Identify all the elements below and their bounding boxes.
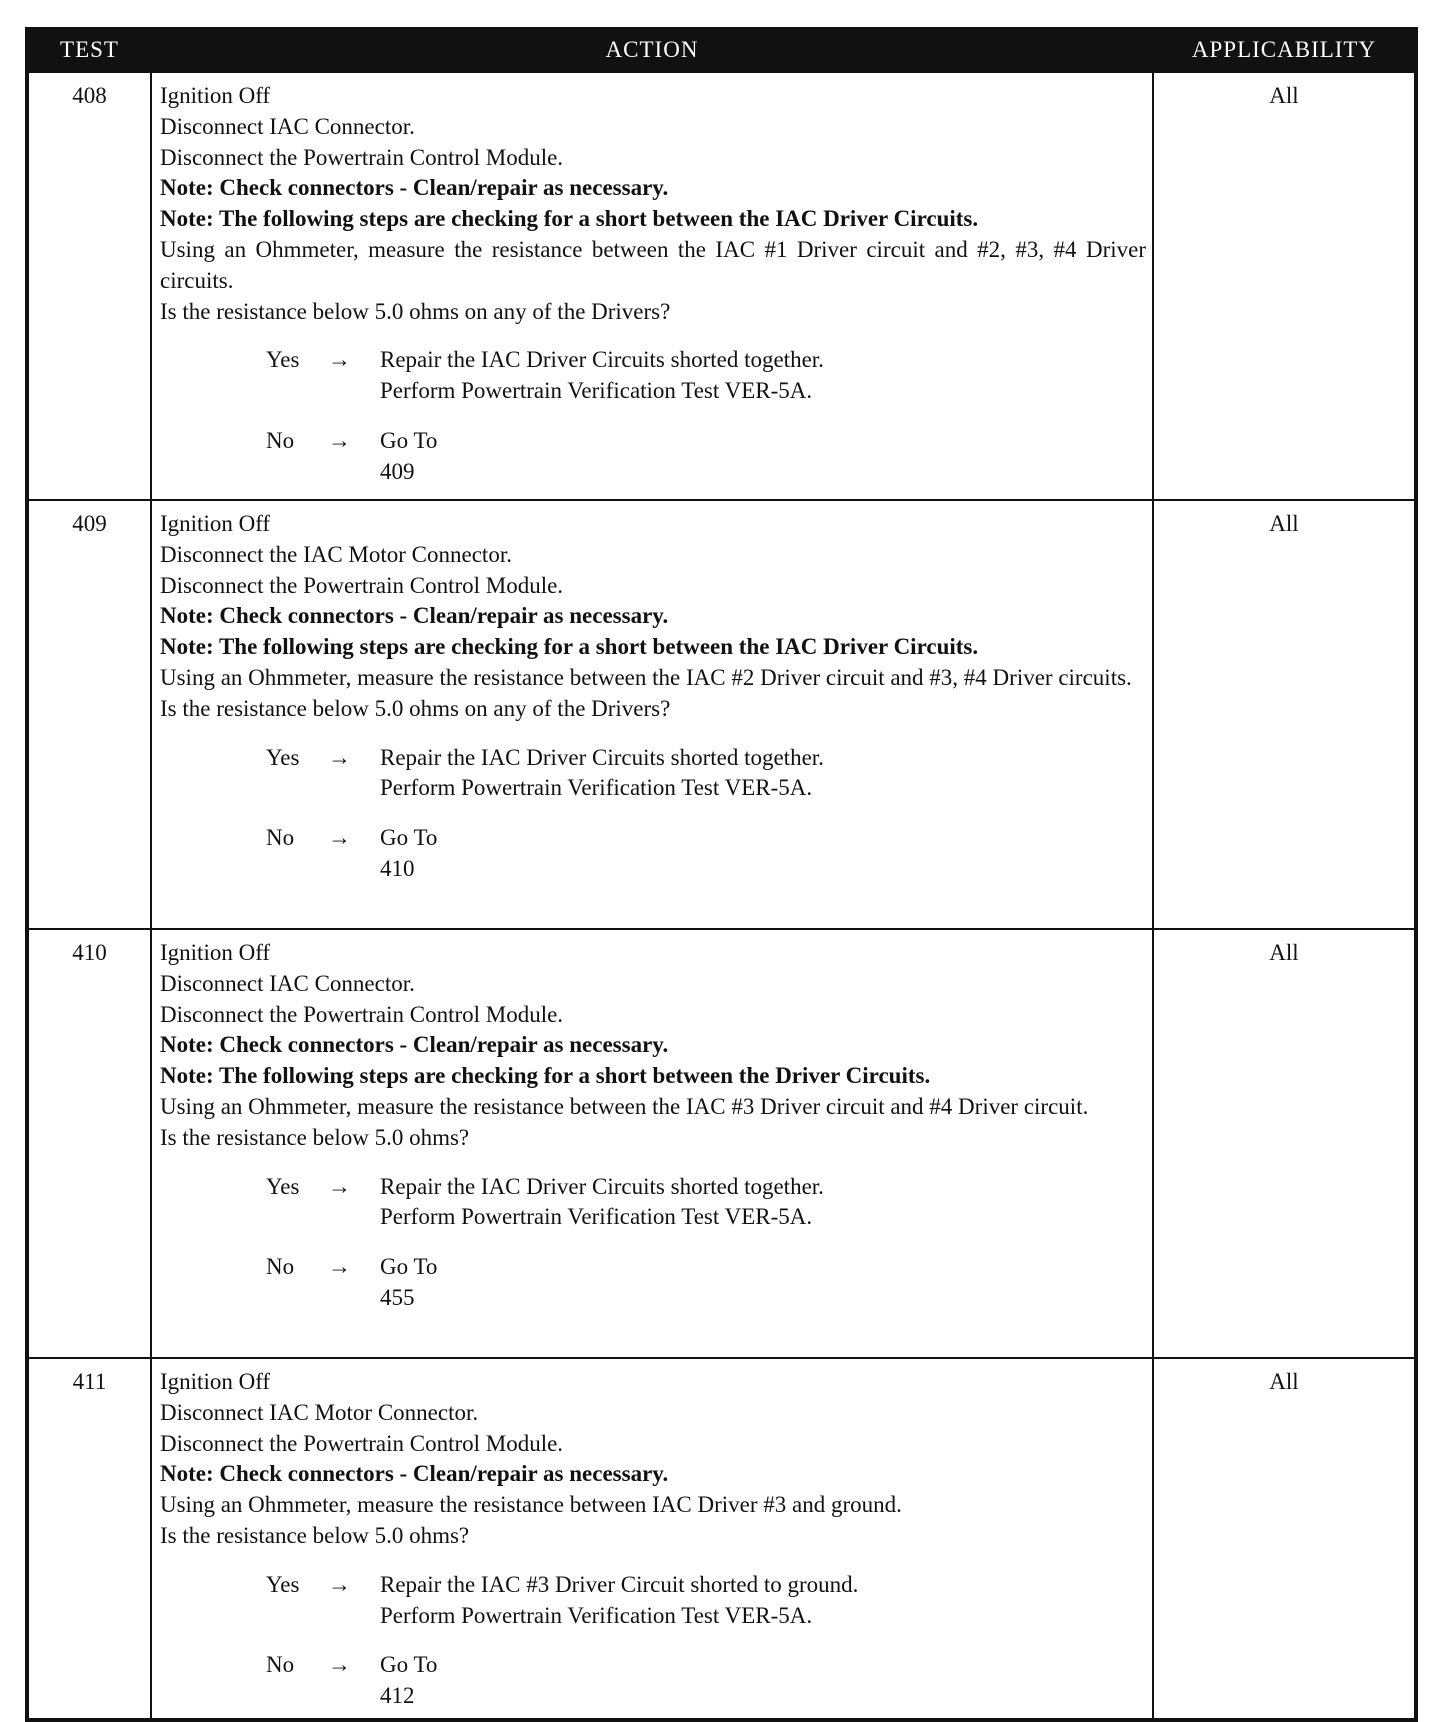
- arrow-icon: →: [328, 347, 351, 373]
- no-instructions: [380, 823, 1146, 885]
- test-number: 411: [27, 1358, 151, 1720]
- action-steps: [160, 509, 1146, 725]
- no-outcome: [266, 426, 1146, 488]
- go-to-label: Go To: [380, 1652, 438, 1678]
- arrow-icon: →: [328, 1571, 351, 1597]
- yes-outcome: [266, 1570, 1146, 1632]
- yes-label: Yes: [266, 1571, 300, 1597]
- yes-instruction-line: Perform Powertrain Verification Test VER-5A.: [380, 378, 813, 404]
- yes-instructions: [380, 1172, 1146, 1234]
- step-line: Ignition Off: [160, 83, 271, 108]
- step-line: Disconnect the Powertrain Control Module.: [160, 572, 564, 598]
- yes-instruction-line: Repair the IAC #3 Driver Circuit shorted to ground.: [380, 1571, 859, 1597]
- test-number: 409: [27, 500, 151, 929]
- action-steps: [160, 81, 1146, 327]
- yes-label: Yes: [266, 744, 300, 770]
- yes-label: Yes: [266, 347, 300, 373]
- column-header-applicability: APPLICABILITY: [1153, 29, 1416, 71]
- no-instructions: [380, 1650, 1146, 1712]
- yes-instruction-line: Perform Powertrain Verification Test VER-5A.: [380, 1602, 813, 1628]
- note-line: Note: Check connectors - Clean/repair as necessary.: [160, 175, 669, 201]
- no-label: No: [266, 1254, 295, 1280]
- step-line: Ignition Off: [160, 1369, 271, 1394]
- step-line: Ignition Off: [160, 511, 271, 536]
- note-line: Note: Check connectors - Clean/repair as necessary.: [160, 1461, 669, 1487]
- no-instructions: [380, 426, 1146, 488]
- no-outcome: [266, 1252, 1146, 1314]
- arrow-icon: →: [328, 1254, 351, 1280]
- step-line: Disconnect IAC Connector.: [160, 113, 415, 139]
- action-steps: [160, 938, 1146, 1154]
- yes-instruction-line: Repair the IAC Driver Circuits shorted together.: [380, 744, 824, 770]
- note-line: Note: Check connectors - Clean/repair as necessary.: [160, 603, 669, 629]
- test-row: [27, 71, 1416, 500]
- step-line: Disconnect the IAC Motor Connector.: [160, 541, 512, 567]
- step-line: Disconnect IAC Connector.: [160, 970, 415, 996]
- yes-outcome: [266, 743, 1146, 805]
- go-to-test-link[interactable]: 409: [380, 458, 415, 484]
- yes-label: Yes: [266, 1173, 300, 1199]
- arrow-icon: →: [328, 744, 351, 770]
- arrow-icon: →: [328, 825, 351, 851]
- go-to-test-link[interactable]: 412: [380, 1683, 415, 1709]
- step-line: Disconnect IAC Motor Connector.: [160, 1399, 479, 1425]
- step-line: Using an Ohmmeter, measure the resistance between the IAC #1 Driver circuit and #2, #3, #4 Driver circuits.: [160, 236, 1146, 293]
- go-to-label: Go To: [380, 427, 438, 453]
- note-line: Note: Check connectors - Clean/repair as necessary.: [160, 1032, 669, 1058]
- action-steps: [160, 1367, 1146, 1552]
- step-line: Is the resistance below 5.0 ohms on any of the Drivers?: [160, 695, 671, 721]
- no-outcome: [266, 823, 1146, 885]
- step-line: Using an Ohmmeter, measure the resistance between the IAC #3 Driver circuit and #4 Driver circuit.: [160, 1093, 1089, 1119]
- column-header-test: TEST: [27, 29, 151, 71]
- action-cell: [151, 1358, 1153, 1720]
- yes-outcome: [266, 345, 1146, 407]
- note-line: Note: The following steps are checking for a short between the IAC Driver Circuits.: [160, 634, 979, 660]
- applicability-value: All: [1153, 71, 1416, 500]
- applicability-value: All: [1153, 1358, 1416, 1720]
- step-line: Disconnect the Powertrain Control Module.: [160, 1001, 564, 1027]
- step-line: Is the resistance below 5.0 ohms?: [160, 1124, 470, 1150]
- go-to-label: Go To: [380, 825, 438, 851]
- action-cell: [151, 71, 1153, 500]
- no-label: No: [266, 825, 295, 851]
- yes-instructions: [380, 743, 1146, 805]
- step-line: Using an Ohmmeter, measure the resistance between the IAC #2 Driver circuit and #3, #4 Driver circuits.: [160, 664, 1132, 690]
- applicability-value: All: [1153, 500, 1416, 929]
- step-line: Using an Ohmmeter, measure the resistance between IAC Driver #3 and ground.: [160, 1492, 902, 1518]
- yes-instruction-line: Perform Powertrain Verification Test VER-5A.: [380, 775, 813, 801]
- arrow-icon: →: [328, 1652, 351, 1678]
- action-cell: [151, 500, 1153, 929]
- test-number: 410: [27, 929, 151, 1358]
- go-to-test-link[interactable]: 455: [380, 1284, 415, 1310]
- step-line: Disconnect the Powertrain Control Module.: [160, 144, 564, 170]
- go-to-label: Go To: [380, 1254, 438, 1280]
- no-instructions: [380, 1252, 1146, 1314]
- yes-instructions: [380, 1570, 1146, 1632]
- test-row: [27, 1358, 1416, 1720]
- test-number: 408: [27, 71, 151, 500]
- table-header-row: [27, 29, 1416, 71]
- yes-instruction-line: Perform Powertrain Verification Test VER-5A.: [380, 1204, 813, 1230]
- test-row: [27, 929, 1416, 1358]
- no-label: No: [266, 1652, 295, 1678]
- test-row: [27, 500, 1416, 929]
- step-line: Is the resistance below 5.0 ohms?: [160, 1522, 470, 1548]
- yes-outcome: [266, 1172, 1146, 1234]
- note-line: Note: The following steps are checking for a short between the Driver Circuits.: [160, 1063, 931, 1089]
- yes-instruction-line: Repair the IAC Driver Circuits shorted together.: [380, 347, 824, 373]
- yes-instruction-line: Repair the IAC Driver Circuits shorted together.: [380, 1173, 824, 1199]
- table-body: [27, 71, 1416, 1720]
- applicability-value: All: [1153, 929, 1416, 1358]
- note-line: Note: The following steps are checking for a short between the IAC Driver Circuits.: [160, 206, 979, 232]
- step-line: Ignition Off: [160, 940, 271, 965]
- yes-instructions: [380, 345, 1146, 407]
- column-header-action: ACTION: [151, 29, 1153, 71]
- step-line: Is the resistance below 5.0 ohms on any of the Drivers?: [160, 298, 671, 324]
- step-line: Disconnect the Powertrain Control Module.: [160, 1430, 564, 1456]
- no-outcome: [266, 1650, 1146, 1712]
- diagnostic-test-table: [25, 27, 1418, 1722]
- arrow-icon: →: [328, 1173, 351, 1199]
- go-to-test-link[interactable]: 410: [380, 855, 415, 881]
- action-cell: [151, 929, 1153, 1358]
- no-label: No: [266, 427, 295, 453]
- arrow-icon: →: [328, 427, 351, 453]
